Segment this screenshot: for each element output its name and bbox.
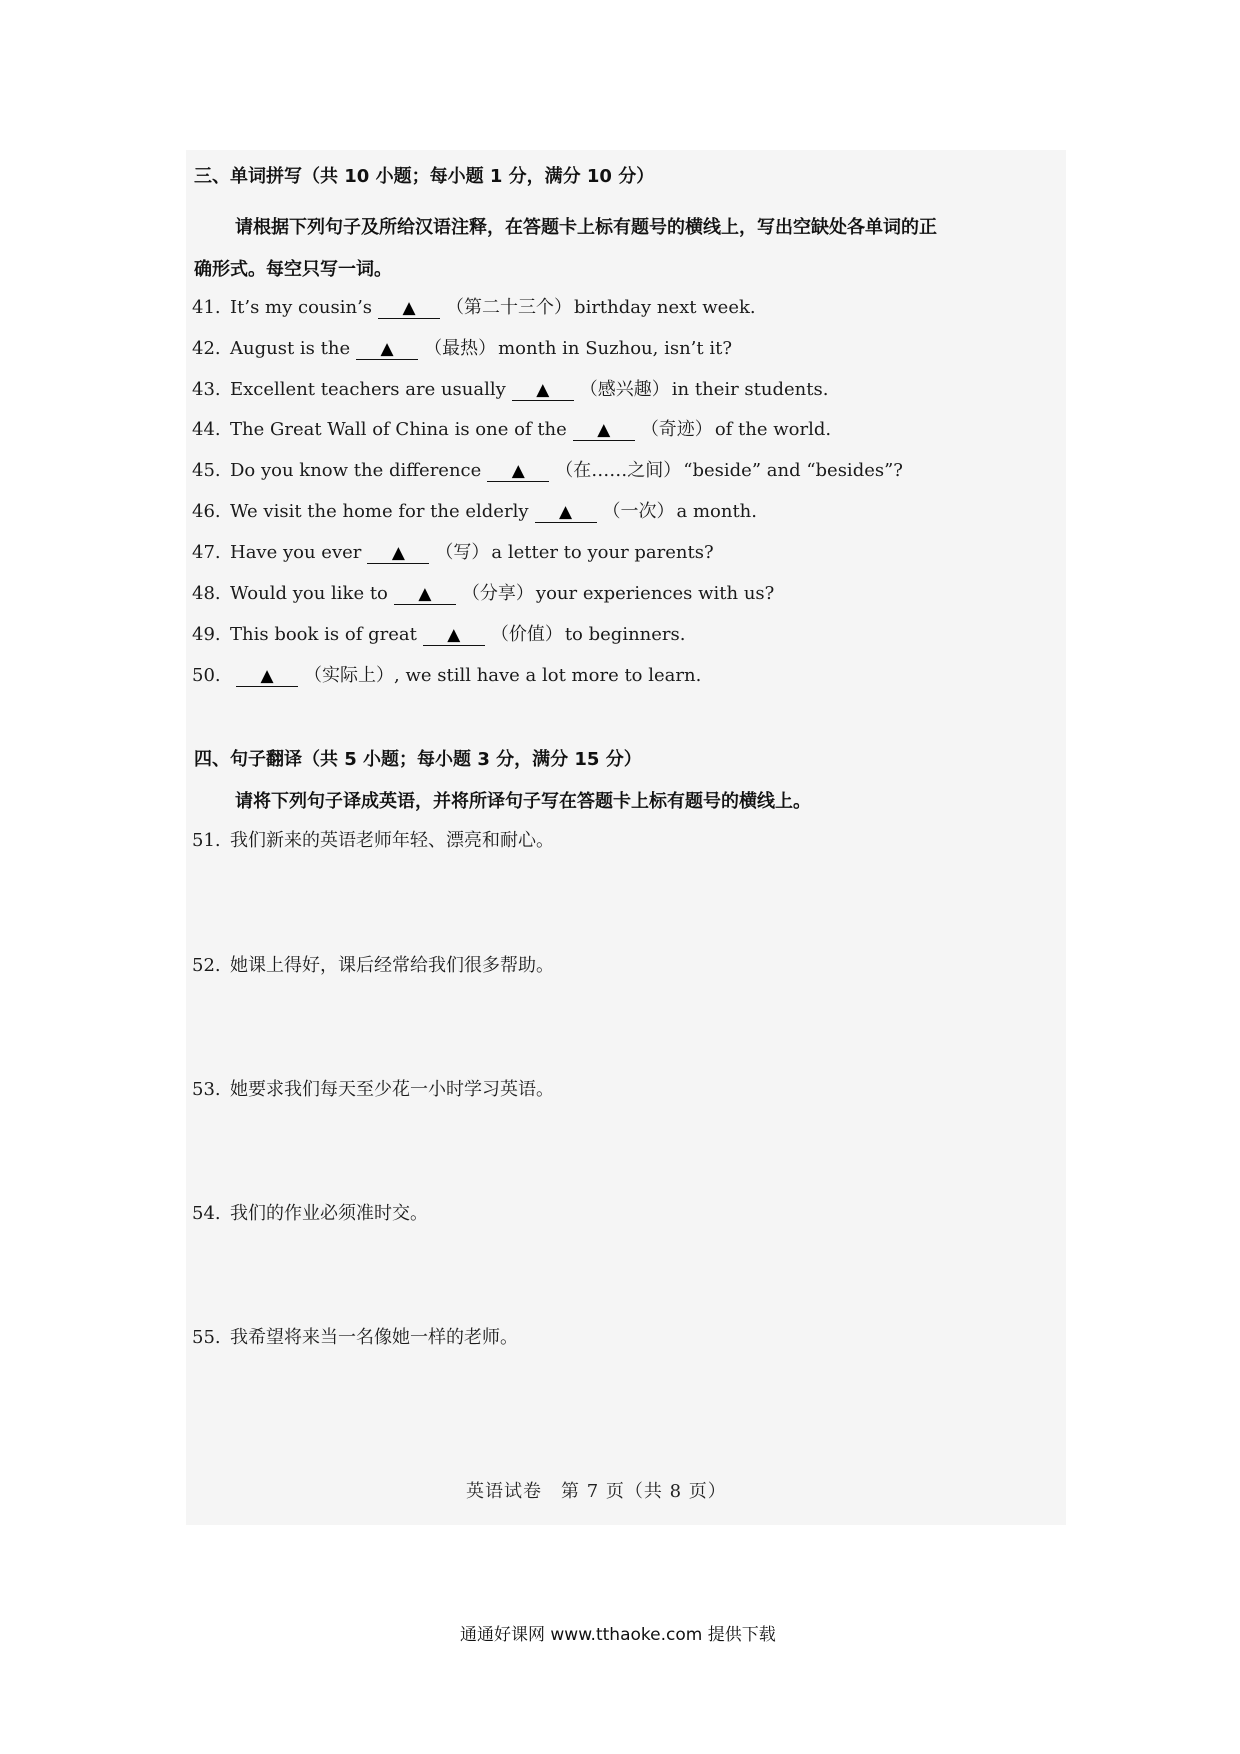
chinese-hint: （一次）	[602, 501, 675, 522]
chinese-sentence: 我们的作业必须准时交。	[230, 1203, 428, 1224]
question-text-after: month in Suzhou, isn’t it?	[498, 338, 732, 359]
translation-question	[192, 1199, 428, 1225]
question-text-after: a month.	[676, 501, 757, 522]
answer-blank	[573, 420, 635, 441]
translation-question	[192, 1075, 554, 1101]
question-text-before: August is the	[230, 338, 351, 359]
question-number: 54.	[192, 1203, 221, 1224]
page-footer: 英语试卷 第 7 页（共 8 页）	[466, 1481, 727, 1502]
translation-question	[192, 826, 554, 852]
chinese-hint: （写）	[435, 542, 490, 563]
section4-heading: 四、句子翻译（共 5 小题；每小题 3 分，满分 15 分）	[194, 749, 642, 770]
question-number: 45.	[192, 460, 221, 481]
question-text-before: We visit the home for the elderly	[230, 501, 529, 522]
spelling-question	[192, 375, 828, 401]
question-text-before: Would you like to	[230, 583, 388, 604]
chinese-hint: （最热）	[424, 338, 497, 359]
chinese-sentence: 她要求我们每天至少花一小时学习英语。	[230, 1079, 554, 1100]
question-number: 49.	[192, 624, 221, 645]
watermark-text: 通通好课网 www.tthaoke.com 提供下载	[460, 1625, 776, 1645]
question-text-before: Do you know the difference	[230, 460, 482, 481]
chinese-sentence: 她课上得好，课后经常给我们很多帮助。	[230, 955, 554, 976]
triangle-marker-icon: ▲	[558, 502, 573, 522]
answer-blank	[423, 625, 485, 646]
question-text-before: This book is of great	[230, 624, 417, 645]
answer-blank	[512, 380, 574, 401]
question-number: 51.	[192, 830, 221, 851]
triangle-marker-icon: ▲	[402, 298, 416, 318]
chinese-hint: （在……之间）	[555, 460, 682, 481]
chinese-hint: （实际上）	[304, 665, 394, 686]
question-text-after: to beginners.	[564, 624, 686, 645]
question-number: 53.	[192, 1079, 221, 1100]
chinese-hint: （奇迹）	[640, 419, 713, 440]
question-text-after: a letter to your parents?	[491, 542, 714, 563]
spelling-question	[192, 620, 685, 646]
section3-instruction-line2: 确形式。每空只写一词。	[194, 259, 392, 280]
answer-blank	[356, 339, 418, 360]
chinese-hint: （分享）	[461, 583, 534, 604]
answer-blank	[367, 543, 429, 564]
question-number: 42.	[192, 338, 221, 359]
triangle-marker-icon: ▲	[597, 420, 611, 440]
spelling-question	[192, 293, 756, 319]
question-number: 43.	[192, 379, 221, 400]
question-number: 48.	[192, 583, 221, 604]
section4-instruction: 请将下列句子译成英语，并将所译句子写在答题卡上标有题号的横线上。	[235, 791, 811, 812]
translation-question	[192, 951, 554, 977]
triangle-marker-icon: ▲	[391, 543, 405, 563]
section3-instruction-line1: 请根据下列句子及所给汉语注释，在答题卡上标有题号的横线上，写出空缺处各单词的正	[235, 217, 937, 238]
spelling-question	[192, 661, 701, 687]
question-text-after: in their students.	[671, 379, 829, 400]
question-number: 50.	[192, 665, 221, 686]
question-number: 44.	[192, 419, 221, 440]
triangle-marker-icon: ▲	[380, 339, 394, 359]
question-text-before: Have you ever	[230, 542, 362, 563]
triangle-marker-icon: ▲	[536, 380, 550, 400]
answer-blank	[394, 584, 456, 605]
spelling-question	[192, 497, 757, 523]
chinese-hint: （价值）	[490, 624, 563, 645]
question-number: 41.	[192, 297, 221, 318]
question-text-after: birthday next week.	[574, 297, 756, 318]
question-text-after: , we still have a lot more to learn.	[394, 665, 702, 686]
chinese-hint: （感兴趣）	[579, 379, 670, 400]
section3-heading: 三、单词拼写（共 10 小题；每小题 1 分，满分 10 分）	[194, 166, 655, 187]
question-text-after: of the world.	[714, 419, 832, 440]
question-text-before: Excellent teachers are usually	[230, 379, 506, 400]
answer-blank	[378, 298, 440, 319]
chinese-sentence: 我希望将来当一名像她一样的老师。	[230, 1327, 518, 1348]
question-text-before: It’s my cousin’s	[230, 297, 373, 318]
question-text-after: “beside” and “besides”?	[683, 460, 903, 481]
question-number: 47.	[192, 542, 221, 563]
answer-blank	[535, 502, 597, 523]
spelling-question	[192, 415, 831, 441]
spelling-question	[192, 456, 903, 482]
chinese-sentence: 我们新来的英语老师年轻、漂亮和耐心。	[230, 830, 554, 851]
question-number: 52.	[192, 955, 221, 976]
translation-question	[192, 1323, 518, 1349]
question-number: 46.	[192, 501, 221, 522]
question-text-after: your experiences with us?	[535, 583, 775, 604]
spelling-question	[192, 579, 774, 605]
question-text-before: The Great Wall of China is one of the	[230, 419, 567, 440]
answer-blank	[487, 461, 549, 482]
chinese-hint: （第二十三个）	[446, 297, 573, 318]
answer-blank	[236, 666, 298, 687]
triangle-marker-icon: ▲	[260, 666, 274, 686]
triangle-marker-icon: ▲	[447, 625, 461, 645]
triangle-marker-icon: ▲	[511, 461, 525, 481]
spelling-question	[192, 538, 714, 564]
spelling-question	[192, 334, 732, 360]
triangle-marker-icon: ▲	[418, 584, 432, 604]
question-number: 55.	[192, 1327, 221, 1348]
